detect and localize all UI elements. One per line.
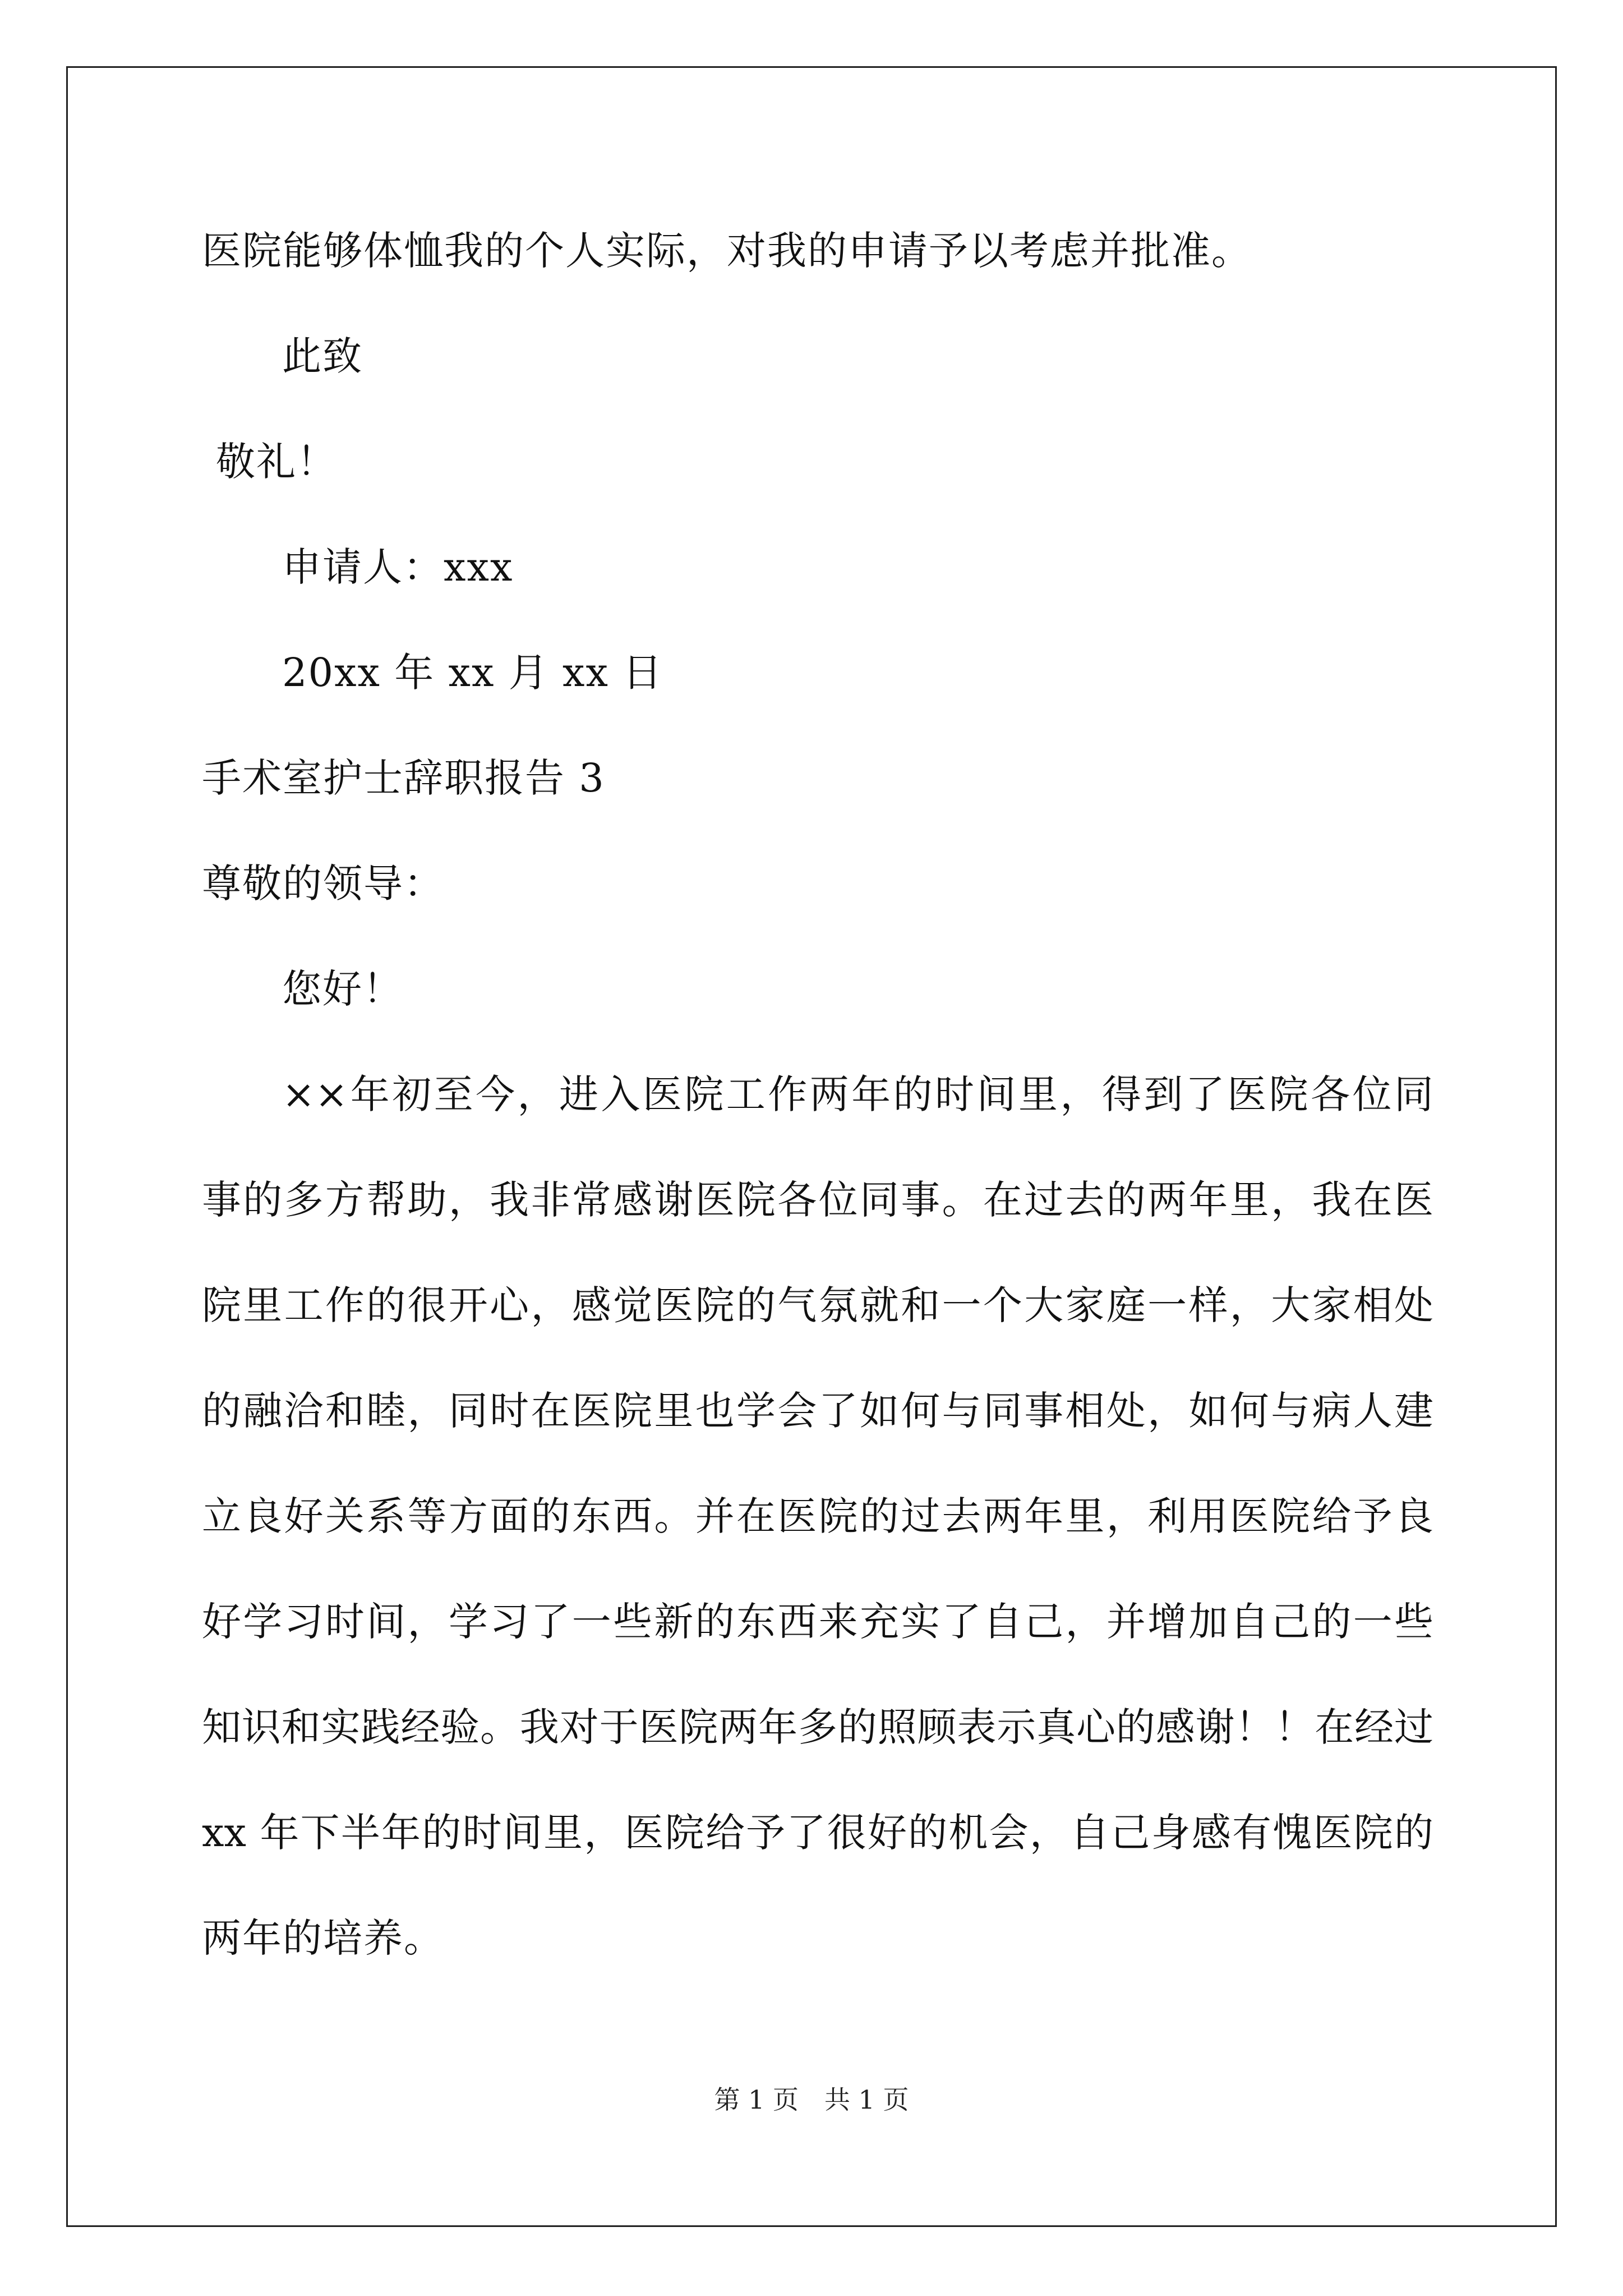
text-line-applicant: 申请人：xxx (282, 544, 514, 590)
paragraph-line-4: 的融洽和睦，同时在医院里也学会了如何与同事相处，如何与病人建 (202, 1388, 1433, 1434)
paragraph-line-9: 两年的培养。 (202, 1915, 444, 1961)
page-border (66, 66, 1557, 2227)
paragraph-line-1: ××年初至今，进入医院工作两年的时间里，得到了医院各位同 (282, 1071, 1433, 1117)
paragraph-line-5: 立良好关系等方面的东西。并在医院的过去两年里，利用医院给予良 (202, 1493, 1433, 1539)
text-line-closing-request: 医院能够体恤我的个人实际，对我的申请予以考虑并批准。 (202, 228, 1252, 274)
text-line-date: 20xx 年 xx 月 xx 日 (282, 650, 663, 696)
paragraph-line-3: 院里工作的很开心，感觉医院的气氛就和一个大家庭一样，大家相处 (202, 1282, 1433, 1328)
paragraph-line-7: 知识和实践经验。我对于医院两年多的照顾表示真心的感谢！！在经过 (202, 1704, 1433, 1750)
text-line-regards: 敬礼！ (216, 439, 337, 485)
section-heading: 手术室护士辞职报告 3 (202, 755, 605, 801)
paragraph-line-8: xx 年下半年的时间里，医院给予了很好的机会，自己身感有愧医院的 (202, 1810, 1433, 1856)
page-number-footer: 第 1 页 共 1 页 (714, 2085, 909, 2115)
greeting-recipient: 尊敬的领导： (202, 861, 444, 907)
paragraph-line-6: 好学习时间，学习了一些新的东西来充实了自己，并增加自己的一些 (202, 1599, 1433, 1645)
greeting-hello: 您好！ (282, 966, 403, 1012)
text-line-salutation: 此致 (282, 333, 363, 379)
paragraph-line-2: 事的多方帮助，我非常感谢医院各位同事。在过去的两年里，我在医 (202, 1177, 1433, 1223)
